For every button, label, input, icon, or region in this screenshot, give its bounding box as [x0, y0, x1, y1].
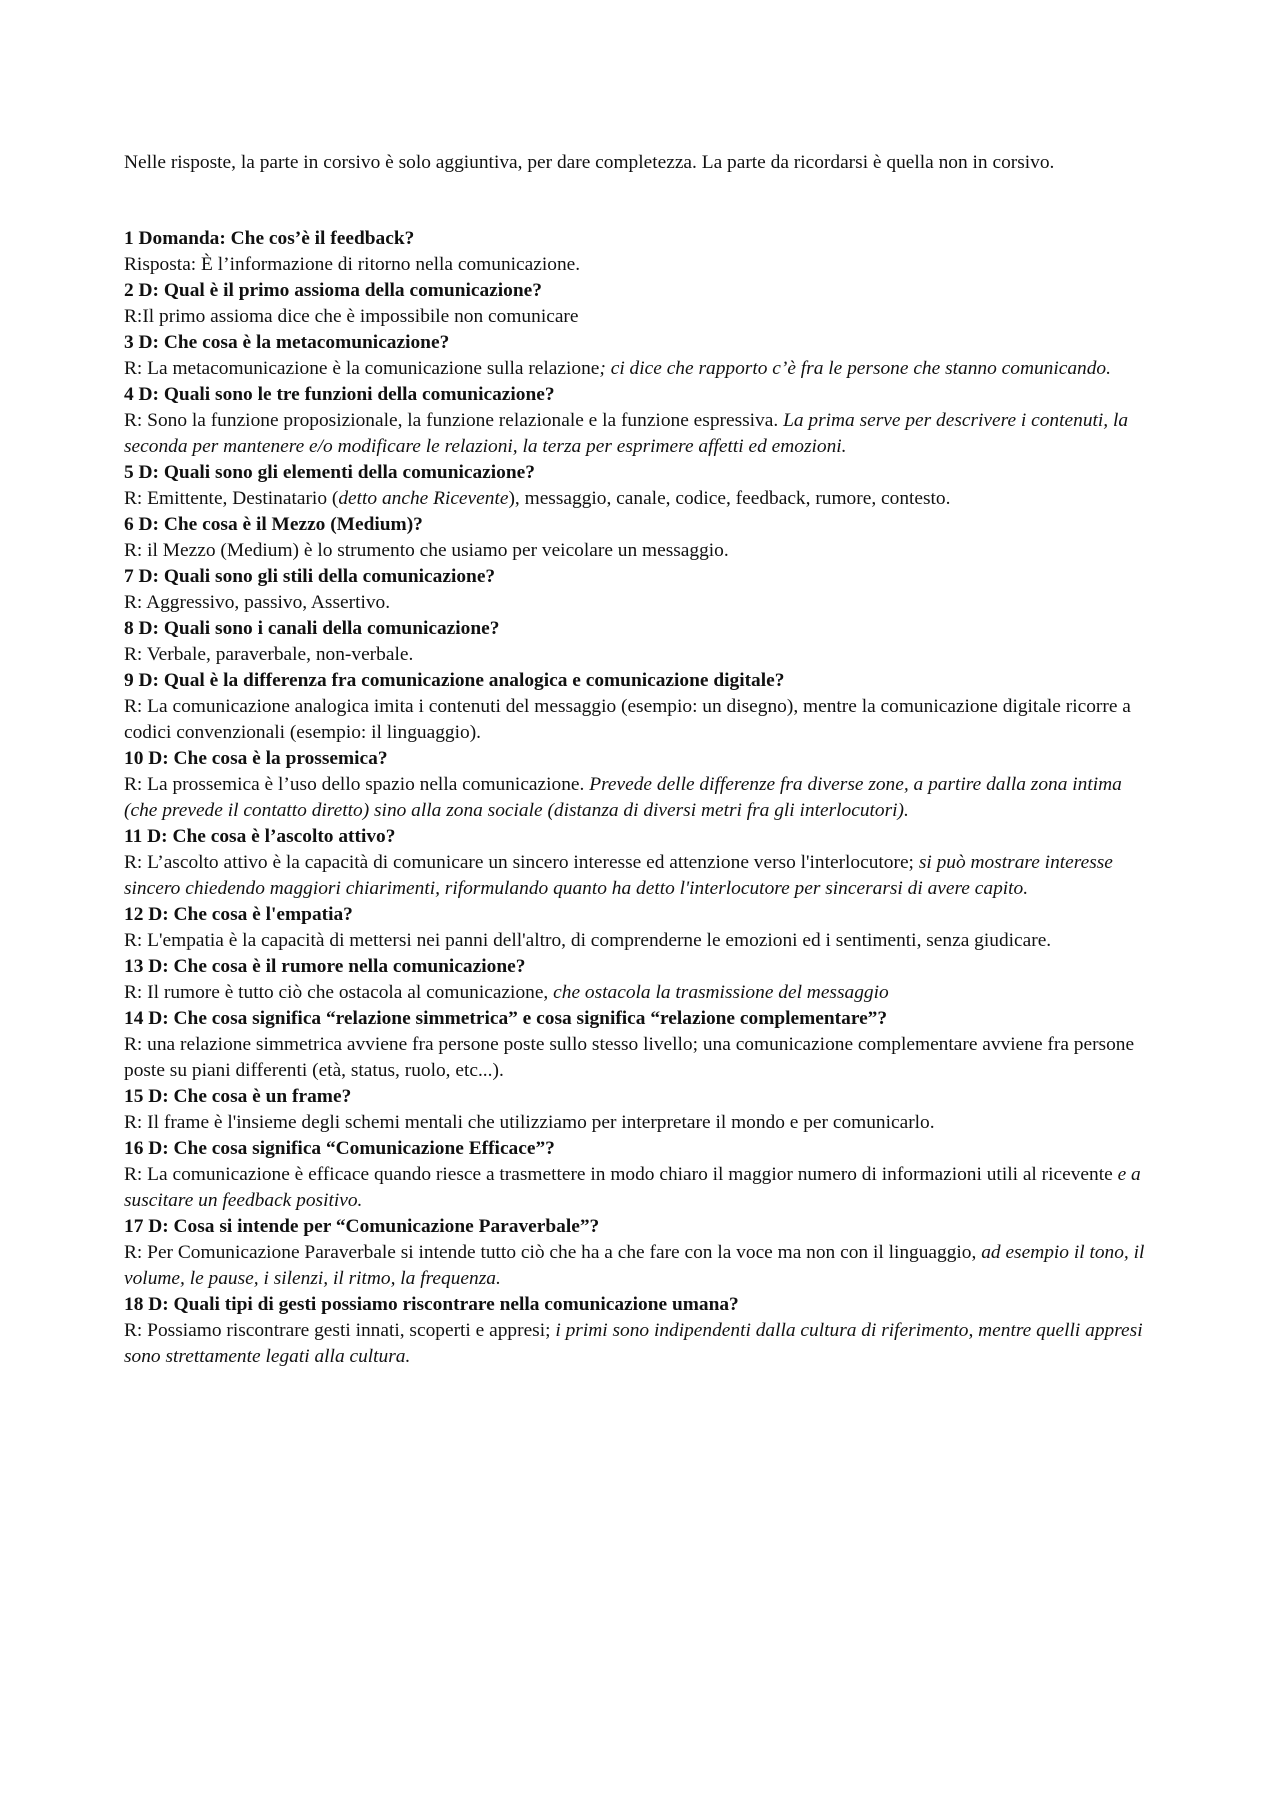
answer-text: R: Sono la funzione proposizionale, la funzione relazionale e la funzione espressiva.	[124, 410, 784, 431]
question: 12 D: Che cosa è l'empatia?	[124, 904, 353, 925]
answer-text: R: La comunicazione analogica imita i contenuti del messaggio (esempio: un disegno), mentre la comunicazione digitale ricorre a codici convenzionali (esempio: il linguaggio).	[124, 696, 1131, 743]
qa-item-2	[124, 278, 1154, 330]
answer-text: R: Il frame è l'insieme degli schemi mentali che utilizziamo per interpretare il mondo e per comunicarlo.	[124, 1112, 935, 1133]
qa-item-12	[124, 902, 1154, 954]
intro-paragraph: Nelle risposte, la parte in corsivo è solo aggiuntiva, per dare completezza. La parte da ricordarsi è quella non in corsivo.	[124, 152, 1055, 173]
answer-text: R:Il primo assioma dice che è impossibile non comunicare	[124, 306, 579, 327]
answer	[124, 408, 1154, 460]
question: 18 D: Quali tipi di gesti possiamo riscontrare nella comunicazione umana?	[124, 1294, 739, 1315]
answer	[124, 928, 1154, 954]
question: 9 D: Qual è la differenza fra comunicazione analogica e comunicazione digitale?	[124, 670, 785, 691]
question: 2 D: Qual è il primo assioma della comunicazione?	[124, 280, 542, 301]
answer-text: R: Il rumore è tutto ciò che ostacola al comunicazione,	[124, 982, 554, 1003]
answer	[124, 252, 1154, 278]
question: 5 D: Quali sono gli elementi della comunicazione?	[124, 462, 535, 483]
answer-text: R: L'empatia è la capacità di mettersi nei panni dell'altro, di comprenderne le emozioni ed i sentimenti, senza giudicare.	[124, 930, 1052, 951]
answer	[124, 590, 1154, 616]
answer-text: R: il Mezzo (Medium) è lo strumento che usiamo per veicolare un messaggio.	[124, 540, 729, 561]
answer-italic: ad esempio il tono, il volume, le pause, i silenzi, il ritmo, la frequenza.	[124, 1242, 1145, 1289]
answer	[124, 538, 1154, 564]
qa-item-6	[124, 512, 1154, 564]
qa-list	[124, 226, 1154, 1370]
answer	[124, 304, 1154, 330]
question: 17 D: Cosa si intende per “Comunicazione Paraverbale”?	[124, 1216, 600, 1237]
answer-text: R: Per Comunicazione Paraverbale si intende tutto ciò che ha a che fare con la voce ma non con il linguaggio,	[124, 1242, 982, 1263]
answer-text: R: La metacomunicazione è la comunicazione sulla relazione	[124, 358, 600, 379]
qa-item-14	[124, 1006, 1154, 1084]
qa-item-3	[124, 330, 1154, 382]
question: 13 D: Che cosa è il rumore nella comunicazione?	[124, 956, 526, 977]
qa-item-11	[124, 824, 1154, 902]
qa-item-16	[124, 1136, 1154, 1214]
answer	[124, 694, 1154, 746]
answer-text: R: L’ascolto attivo è la capacità di comunicare un sincero interesse ed attenzione verso l'interlocutore;	[124, 852, 919, 873]
qa-item-10	[124, 746, 1154, 824]
answer	[124, 356, 1154, 382]
question: 1 Domanda: Che cos’è il feedback?	[124, 228, 415, 249]
qa-item-9	[124, 668, 1154, 746]
qa-item-4	[124, 382, 1154, 460]
answer	[124, 486, 1154, 512]
answer	[124, 1318, 1154, 1370]
qa-item-7	[124, 564, 1154, 616]
answer-text: R: Possiamo riscontrare gesti innati, scoperti e appresi;	[124, 1320, 556, 1341]
answer	[124, 642, 1154, 668]
answer-text: R: La comunicazione è efficace quando riesce a trasmettere in modo chiaro il maggior numero di informazioni utili al ricevente	[124, 1164, 1118, 1185]
answer-italic: detto anche Ricevente	[338, 488, 509, 509]
qa-item-15	[124, 1084, 1154, 1136]
qa-item-5	[124, 460, 1154, 512]
answer-text: R: La prossemica è l’uso dello spazio nella comunicazione.	[124, 774, 590, 795]
document-page	[124, 150, 1154, 1370]
question: 3 D: Che cosa è la metacomunicazione?	[124, 332, 450, 353]
answer-text: R: Emittente, Destinatario (	[124, 488, 339, 509]
answer-italic: i primi sono indipendenti dalla cultura di riferimento, mentre quelli appresi sono strettamente legati alla cultura.	[124, 1320, 1143, 1367]
qa-item-18	[124, 1292, 1154, 1370]
answer	[124, 980, 1154, 1006]
question: 11 D: Che cosa è l’ascolto attivo?	[124, 826, 396, 847]
question: 4 D: Quali sono le tre funzioni della comunicazione?	[124, 384, 555, 405]
question: 10 D: Che cosa è la prossemica?	[124, 748, 388, 769]
qa-item-8	[124, 616, 1154, 668]
answer-italic: che ostacola la trasmissione del messaggio	[553, 982, 889, 1003]
question: 15 D: Che cosa è un frame?	[124, 1086, 352, 1107]
answer	[124, 1240, 1154, 1292]
question: 7 D: Quali sono gli stili della comunicazione?	[124, 566, 496, 587]
answer-italic: La prima serve per descrivere i contenuti, la seconda per mantenere e/o modificare le relazioni, la terza per esprimere affetti ed emozioni.	[124, 410, 1129, 457]
answer	[124, 1032, 1154, 1084]
answer	[124, 772, 1154, 824]
question: 6 D: Che cosa è il Mezzo (Medium)?	[124, 514, 423, 535]
answer-text-end: ), messaggio, canale, codice, feedback, rumore, contesto.	[508, 488, 951, 509]
question: 8 D: Quali sono i canali della comunicazione?	[124, 618, 500, 639]
question: 16 D: Che cosa significa “Comunicazione Efficace”?	[124, 1138, 555, 1159]
qa-item-17	[124, 1214, 1154, 1292]
answer-italic: ; ci dice che rapporto c’è fra le persone che stanno comunicando.	[599, 358, 1111, 379]
answer-italic: Prevede delle differenze fra diverse zone, a partire dalla zona intima (che prevede il contatto diretto) sino alla zona sociale (distanza di diversi metri fra gli interlocutori).	[124, 774, 1122, 821]
answer-italic: e a suscitare un feedback positivo.	[124, 1164, 1141, 1211]
answer	[124, 1162, 1154, 1214]
answer-text: R: una relazione simmetrica avviene fra persone poste sullo stesso livello; una comunicazione complementare avviene fra persone poste su piani differenti (età, status, ruolo, etc...).	[124, 1034, 1135, 1081]
qa-item-13	[124, 954, 1154, 1006]
qa-item-1	[124, 226, 1154, 278]
answer-text: R: Verbale, paraverbale, non-verbale.	[124, 644, 414, 665]
answer-italic: si può mostrare interesse sincero chiedendo maggiori chiarimenti, riformulando quanto ha detto l'interlocutore per sincerarsi di avere capito.	[124, 852, 1113, 899]
answer	[124, 850, 1154, 902]
answer-text: Risposta: È l’informazione di ritorno nella comunicazione.	[124, 254, 581, 275]
answer	[124, 1110, 1154, 1136]
question: 14 D: Che cosa significa “relazione simmetrica” e cosa significa “relazione complementare”?	[124, 1008, 888, 1029]
answer-text: R: Aggressivo, passivo, Assertivo.	[124, 592, 391, 613]
